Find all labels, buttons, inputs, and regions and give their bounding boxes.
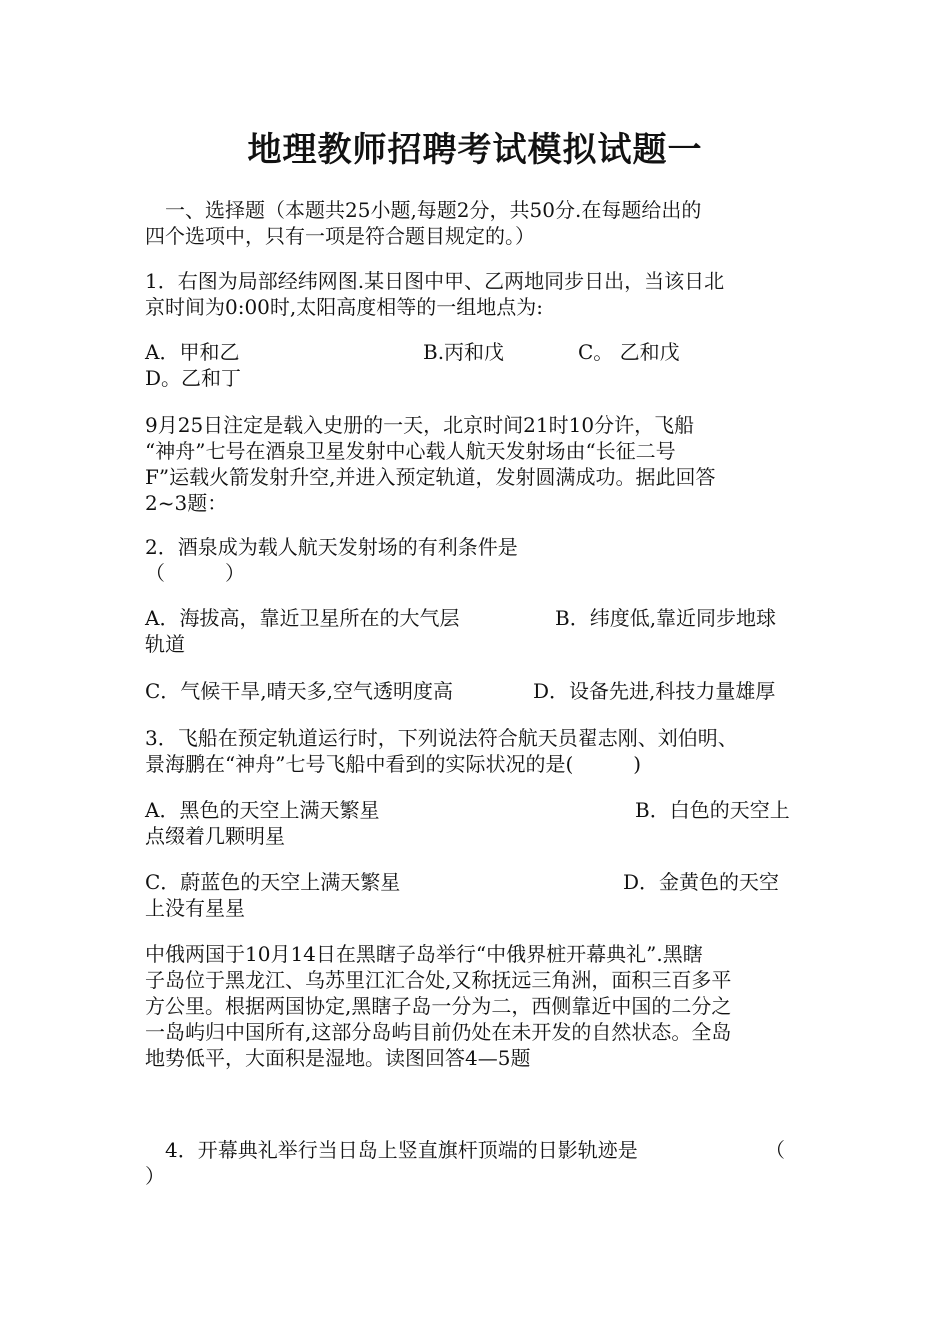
option-b: B．纬度低,靠近同步地球 <box>555 606 777 630</box>
question-2 <box>145 534 810 586</box>
question-2-options-ab <box>145 605 810 657</box>
question-3-options-ab <box>145 797 810 849</box>
passage-line: 子岛位于黑龙江、乌苏里江汇合处,又称抚远三角洲，面积三百多平 <box>145 968 732 992</box>
passage-line: 2~3题： <box>145 491 228 515</box>
options-row <box>145 869 810 895</box>
question-4-row <box>145 1137 810 1163</box>
passage-line: 地势低平，大面积是湿地。读图回答4—5题 <box>145 1046 531 1070</box>
section-instructions-line: 四个选项中，只有一项是符合题目规定的。） <box>145 224 535 248</box>
option-c: C．蔚蓝色的天空上满天繁星 <box>145 870 401 894</box>
section-instructions-line: 一、选择题（本题共25小题,每题2分，共50分.在每题给出的 <box>145 198 702 222</box>
passage-heixiazi-island <box>145 941 810 1071</box>
question-2-line: 2．酒泉成为载人航天发射场的有利条件是 <box>145 535 518 559</box>
page-title: 地理教师招聘考试模拟试题一 <box>247 130 703 170</box>
question-1-line: 1．右图为局部经纬网图.某日图中甲、乙两地同步日出，当该日北 <box>145 269 725 293</box>
question-1 <box>145 268 810 320</box>
option-a: A．甲和乙 <box>145 340 240 364</box>
option-d-continued: 上没有星星 <box>145 896 245 920</box>
passage-shenzhou <box>145 412 810 516</box>
answer-paren-close: ） <box>145 1164 165 1188</box>
options-row <box>145 678 810 704</box>
question-4 <box>145 1137 810 1189</box>
option-b: B.丙和戊 <box>423 340 505 364</box>
option-b: B．白色的天空上 <box>635 798 790 822</box>
option-a: A．海拔高，靠近卫星所在的大气层 <box>145 606 460 630</box>
question-2-options-cd <box>145 678 810 704</box>
question-3-line: 3．飞船在预定轨道运行时，下列说法符合航天员翟志刚、刘伯明、 <box>145 726 738 750</box>
option-c: C。 乙和戊 <box>578 340 680 364</box>
question-4-text: 4．开幕典礼举行当日岛上竖直旗杆顶端的日影轨迹是 <box>145 1138 638 1162</box>
options-row <box>145 797 810 823</box>
passage-line: “神舟”七号在酒泉卫星发射中心载人航天发射场由“长征二号 <box>145 439 676 463</box>
option-d: D．金黄色的天空 <box>623 870 780 894</box>
passage-line: 中俄两国于10月14日在黑瞎子岛举行“中俄界桩开幕典礼”.黑瞎 <box>145 942 703 966</box>
section-instructions <box>145 197 810 249</box>
question-1-options <box>145 339 810 391</box>
option-b-continued: 轨道 <box>145 632 185 656</box>
option-c: C．气候干旱,晴天多,空气透明度高 <box>145 679 454 703</box>
passage-line: F”运载火箭发射升空,并进入预定轨道，发射圆满成功。据此回答 <box>145 465 716 489</box>
question-3-line: 景海鹏在“神舟”七号飞船中看到的实际状况的是( ) <box>145 752 642 776</box>
options-row <box>145 605 810 631</box>
answer-paren-open: （ <box>765 1138 785 1162</box>
passage-line: 9月25日注定是载入史册的一天，北京时间21时10分许，飞船 <box>145 413 695 437</box>
question-1-line: 京时间为0:00时,太阳高度相等的一组地点为: <box>145 295 544 319</box>
passage-line: 一岛屿归中国所有,这部分岛屿目前仍处在未开发的自然状态。全岛 <box>145 1020 732 1044</box>
answer-blank: （ ） <box>145 561 245 585</box>
option-a: A．黑色的天空上满天繁星 <box>145 798 380 822</box>
option-b-continued: 点缀着几颗明星 <box>145 824 285 848</box>
question-3-options-cd <box>145 869 810 921</box>
option-d: D．设备先进,科技力量雄厚 <box>533 679 776 703</box>
question-3 <box>145 725 810 777</box>
options-row <box>145 339 810 365</box>
option-d: D。乙和丁 <box>145 366 242 390</box>
passage-line: 方公里。根据两国协定,黑瞎子岛一分为二，西侧靠近中国的二分之 <box>145 994 732 1018</box>
